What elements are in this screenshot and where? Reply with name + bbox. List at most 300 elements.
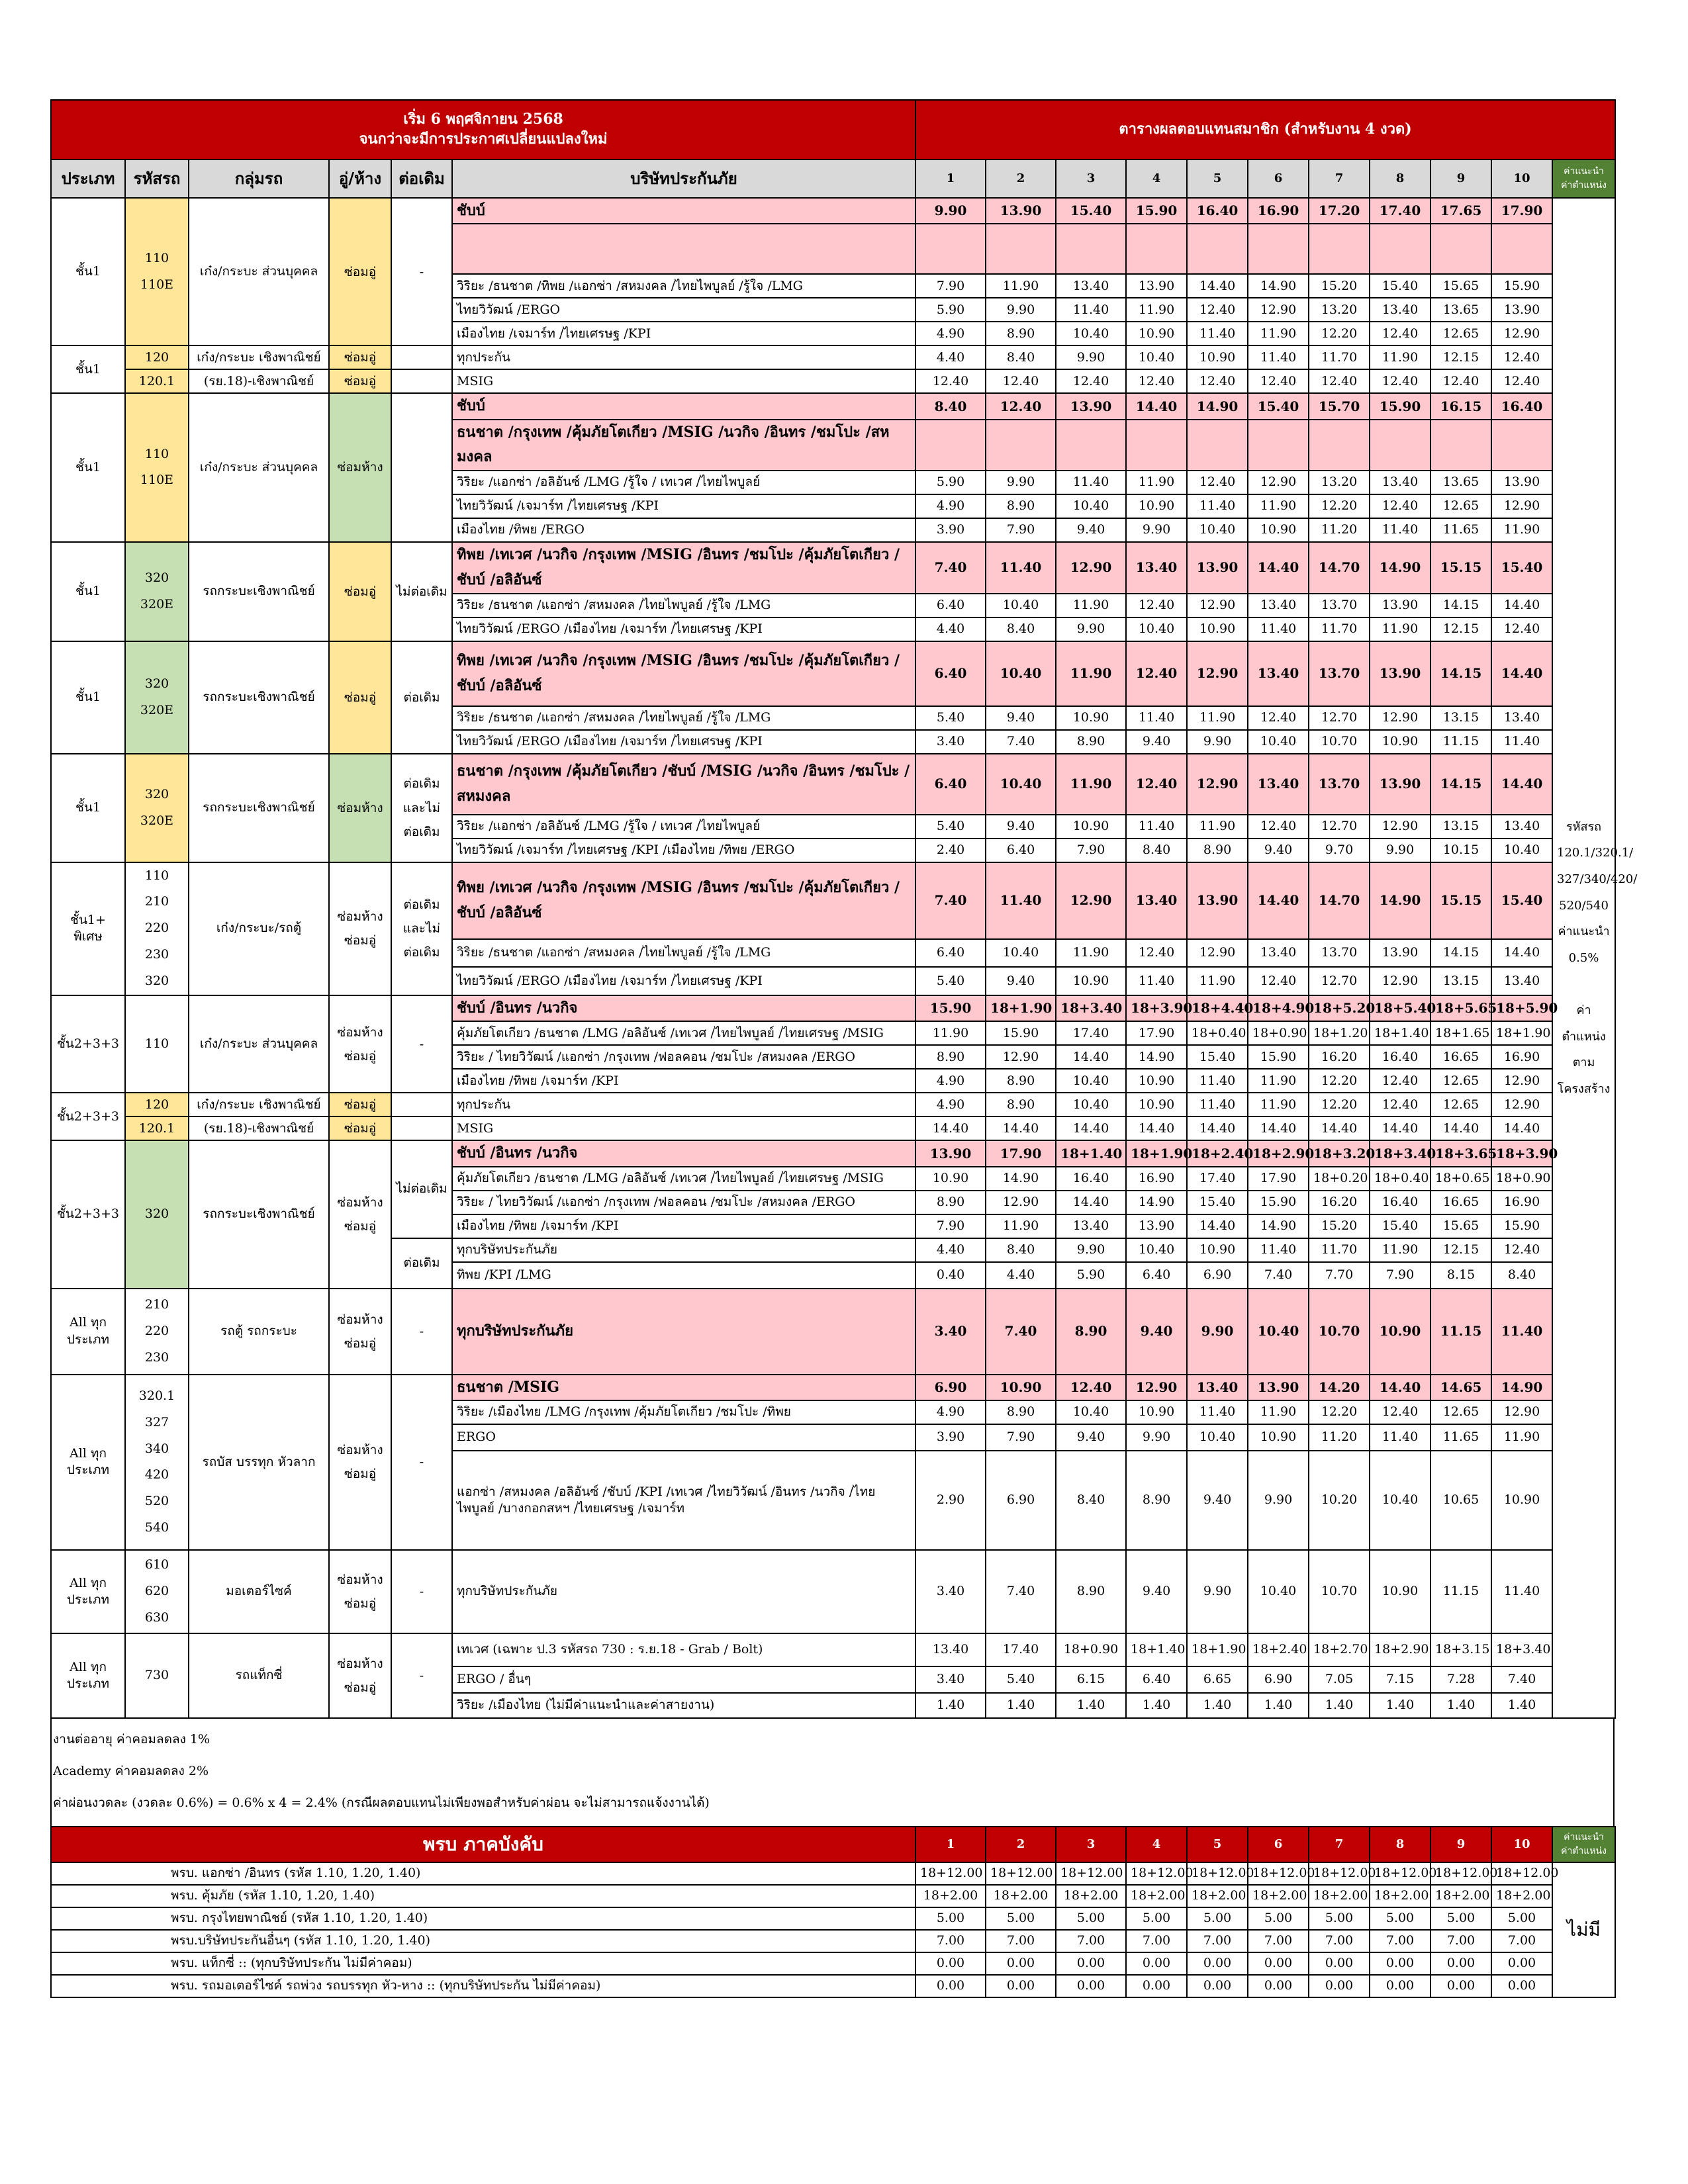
rate-value: 6.40 bbox=[1126, 1666, 1187, 1693]
rate-value: 12.40 bbox=[1187, 298, 1248, 322]
rate-value: 10.40 bbox=[1126, 617, 1187, 641]
rate-value: 18+2.90 bbox=[1370, 1633, 1430, 1666]
rate-value: 15.90 bbox=[986, 1021, 1056, 1045]
rate-value: 7.40 bbox=[915, 862, 986, 939]
vehicle-code: 320 320E bbox=[125, 754, 189, 862]
rate-value: 18+0.65 bbox=[1430, 1167, 1491, 1191]
rate-value: 11.40 bbox=[986, 542, 1056, 594]
rate-value: 10.90 bbox=[1126, 1400, 1187, 1424]
rate-value: 7.40 bbox=[915, 542, 986, 594]
rate-value: 9.90 bbox=[1187, 730, 1248, 754]
advice-header: ค่าแนะนำ ค่าตำแหน่ง bbox=[1552, 1827, 1615, 1862]
rate-value: 13.90 bbox=[986, 198, 1056, 224]
rate-value: 18+1.20 bbox=[1309, 1021, 1370, 1045]
insurer-list: ทุกบริษัทประกันภัย bbox=[452, 1550, 915, 1633]
rate-value: 7.40 bbox=[986, 730, 1056, 754]
rate-value: 14.40 bbox=[1491, 754, 1552, 815]
rate-value: 1.40 bbox=[1370, 1693, 1430, 1718]
compulsory-value: 18+12.00 bbox=[1248, 1862, 1309, 1885]
compulsory-value: 18+2.00 bbox=[1370, 1885, 1430, 1907]
rate-value: 18+2.40 bbox=[1248, 1633, 1309, 1666]
rate-value: 14.40 bbox=[1126, 1116, 1187, 1140]
compulsory-value: 7.00 bbox=[1430, 1930, 1491, 1952]
rate-value: 8.40 bbox=[986, 345, 1056, 369]
insurer-list: เทเวศ (เฉพาะ ป.3 รหัสรถ 730 : ร.ย.18 - Grab / Bolt) bbox=[452, 1633, 915, 1666]
compulsory-value: 0.00 bbox=[986, 1952, 1056, 1975]
rate-value: 12.90 bbox=[986, 1191, 1056, 1214]
rate-value: 12.90 bbox=[1187, 594, 1248, 617]
compulsory-value: 0.00 bbox=[1430, 1952, 1491, 1975]
renewal-type: - bbox=[391, 1289, 452, 1375]
rate-value: 3.40 bbox=[915, 1666, 986, 1693]
rate-value: 8.90 bbox=[1126, 1451, 1187, 1550]
rate-value: 12.40 bbox=[1187, 471, 1248, 494]
rate-value: 9.90 bbox=[1126, 1424, 1187, 1451]
coverage-type: ชั้น2+3+3 bbox=[51, 995, 125, 1093]
vehicle-group: เก๋ง/กระบะ/รถตู้ bbox=[189, 862, 329, 995]
rate-value: 9.40 bbox=[986, 706, 1056, 730]
rate-value bbox=[1309, 420, 1370, 471]
vehicle-group: เก๋ง/กระบะ ส่วนบุคคล bbox=[189, 995, 329, 1093]
rate-value bbox=[915, 224, 986, 274]
rate-value: 14.40 bbox=[1370, 1375, 1430, 1400]
rate-value: 10.90 bbox=[1056, 967, 1126, 995]
rate-value: 14.90 bbox=[1370, 862, 1430, 939]
rate-value: 11.70 bbox=[1309, 1238, 1370, 1262]
rate-value: 11.40 bbox=[1491, 1550, 1552, 1633]
rate-value: 10.40 bbox=[1056, 322, 1126, 345]
rate-value: 15.70 bbox=[1309, 393, 1370, 419]
rate-value: 17.40 bbox=[986, 1633, 1056, 1666]
rate-value: 12.40 bbox=[1056, 1375, 1126, 1400]
rate-value: 8.90 bbox=[1056, 1550, 1126, 1633]
rate-value: 18+3.40 bbox=[1491, 1633, 1552, 1666]
compulsory-header-row bbox=[51, 1827, 1615, 1862]
rate-value: 11.40 bbox=[1187, 1400, 1248, 1424]
insurer-list: ไทยวิวัฒน์ /ERGO /เมืองไทย /เจมาร์ท /ไทยเศรษฐ /KPI bbox=[452, 967, 915, 995]
rate-value: 12.40 bbox=[1126, 754, 1187, 815]
rate-value: 14.90 bbox=[1248, 1214, 1309, 1238]
rate-value: 4.40 bbox=[915, 617, 986, 641]
period-header: 6 bbox=[1248, 1827, 1309, 1862]
insurer-list: ชับบ์ /อินทร /นวกิจ bbox=[452, 995, 915, 1021]
rate-value: 14.15 bbox=[1430, 641, 1491, 706]
insurer-list: เมืองไทย /ทิพย /เจมาร์ท /KPI bbox=[452, 1069, 915, 1093]
insurer-list: วิริยะ /ธนชาต /แอกซ่า /สหมงคล /ไทยไพบูลย์ /รู้ใจ /LMG bbox=[452, 594, 915, 617]
rate-value: 12.40 bbox=[1491, 345, 1552, 369]
vehicle-group: มอเตอร์ไซค์ bbox=[189, 1550, 329, 1633]
no-commission-note: ไม่มี bbox=[1552, 1862, 1615, 1997]
rate-value: 5.90 bbox=[915, 471, 986, 494]
table-row bbox=[51, 393, 1615, 419]
rate-value: 13.40 bbox=[1056, 274, 1126, 298]
rate-value: 11.90 bbox=[1491, 1424, 1552, 1451]
insurer-list: MSIG bbox=[452, 1116, 915, 1140]
rate-value: 14.65 bbox=[1430, 1375, 1491, 1400]
garage-type: ซ่อมห้าง ซ่อมอู่ bbox=[329, 1633, 391, 1718]
insurer-list: ชับบ์ /อินทร /นวกิจ bbox=[452, 1140, 915, 1166]
rate-value: 8.40 bbox=[1056, 1451, 1126, 1550]
rate-value: 17.90 bbox=[1126, 1021, 1187, 1045]
rate-value: 10.90 bbox=[1370, 1289, 1430, 1375]
rate-value: 10.90 bbox=[986, 1375, 1056, 1400]
rate-value: 15.40 bbox=[1491, 542, 1552, 594]
compulsory-value: 0.00 bbox=[1491, 1975, 1552, 1997]
rate-value: 15.90 bbox=[1248, 1045, 1309, 1069]
rate-value: 8.40 bbox=[1126, 839, 1187, 862]
rate-value: 13.90 bbox=[1056, 393, 1126, 419]
table-row bbox=[51, 1550, 1615, 1633]
rate-value: 10.90 bbox=[1187, 345, 1248, 369]
rate-value: 11.40 bbox=[1491, 1289, 1552, 1375]
coverage-type: All ทุกประเภท bbox=[51, 1289, 125, 1375]
garage-type: ซ่อมห้าง bbox=[329, 393, 391, 541]
vehicle-code: 210 220 230 bbox=[125, 1289, 189, 1375]
rate-value: 13.40 bbox=[1187, 1375, 1248, 1400]
rate-value: 3.90 bbox=[915, 518, 986, 542]
coverage-type: ชั้น1 bbox=[51, 345, 125, 393]
rate-value: 10.40 bbox=[986, 939, 1056, 968]
insurer-list: แอกซ่า /สหมงคล /อลิอันซ์ /ชับบ์ /KPI /เทเวศ /ไทยวิวัฒน์ /อินทร /นวกิจ /ไทยไพบูลย์ /บางกอกสหฯ /ไทยเศรษฐ /เจมาร์ท bbox=[452, 1451, 915, 1550]
rate-value: 10.40 bbox=[986, 594, 1056, 617]
coverage-type: ชั้น1 bbox=[51, 641, 125, 754]
compulsory-row bbox=[51, 1930, 1615, 1952]
table-row bbox=[51, 1289, 1615, 1375]
rate-value: 12.40 bbox=[1491, 369, 1552, 393]
rate-value: 12.90 bbox=[1491, 322, 1552, 345]
rate-value: 14.40 bbox=[1491, 939, 1552, 968]
renewal-type: - bbox=[391, 1550, 452, 1633]
rate-value: 18+2.70 bbox=[1309, 1633, 1370, 1666]
rate-value: 11.90 bbox=[1187, 706, 1248, 730]
compulsory-value: 7.00 bbox=[986, 1930, 1056, 1952]
rate-value: 11.40 bbox=[1248, 1238, 1309, 1262]
vehicle-code: 320 bbox=[125, 1140, 189, 1288]
rate-value: 14.15 bbox=[1430, 754, 1491, 815]
compulsory-value: 0.00 bbox=[1430, 1975, 1491, 1997]
rate-value: 12.40 bbox=[1491, 617, 1552, 641]
vehicle-group: เก๋ง/กระบะ ส่วนบุคคล bbox=[189, 393, 329, 541]
rate-value: 15.90 bbox=[1126, 198, 1187, 224]
insurer-list: วิริยะ /ธนชาต /แอกซ่า /สหมงคล /ไทยไพบูลย์ /รู้ใจ /LMG bbox=[452, 706, 915, 730]
rate-value: 13.90 bbox=[1370, 754, 1430, 815]
rate-value: 11.70 bbox=[1309, 617, 1370, 641]
insurer-list: ทิพย /เทเวศ /นวกิจ /กรุงเทพ /MSIG /อินทร /ชมโปะ /คุ้มภัยโตเกียว /ชับบ์ /อลิอันซ์ bbox=[452, 641, 915, 706]
rate-value: 10.40 bbox=[986, 754, 1056, 815]
vehicle-group: เก๋ง/กระบะ ส่วนบุคคล bbox=[189, 198, 329, 345]
rate-value: 4.90 bbox=[915, 1069, 986, 1093]
vehicle-group: รถกระบะเชิงพาณิชย์ bbox=[189, 754, 329, 862]
rate-value: 6.40 bbox=[915, 641, 986, 706]
insurer-list: ไทยวิวัฒน์ /เจมาร์ท /ไทยเศรษฐ /KPI /เมืองไทย /ทิพย /ERGO bbox=[452, 839, 915, 862]
rate-value: 18+2.40 bbox=[1187, 1140, 1248, 1166]
rate-value: 16.40 bbox=[1370, 1045, 1430, 1069]
rate-value bbox=[1056, 420, 1126, 471]
rate-value: 12.90 bbox=[1491, 1069, 1552, 1093]
rate-value: 18+0.90 bbox=[1056, 1633, 1126, 1666]
rate-value: 12.90 bbox=[986, 1045, 1056, 1069]
vehicle-code: 320 320E bbox=[125, 641, 189, 754]
insurer-list: ชับบ์ bbox=[452, 198, 915, 224]
compulsory-value: 18+2.00 bbox=[1430, 1885, 1491, 1907]
rate-value: 6.90 bbox=[1187, 1262, 1248, 1289]
vehicle-group: รถกระบะเชิงพาณิชย์ bbox=[189, 1140, 329, 1288]
rate-value: 8.90 bbox=[915, 1191, 986, 1214]
rate-value: 18+3.90 bbox=[1491, 1140, 1552, 1166]
rate-value: 9.90 bbox=[986, 298, 1056, 322]
period-header: 5 bbox=[1187, 1827, 1248, 1862]
rate-value: 12.65 bbox=[1430, 1069, 1491, 1093]
rate-value: 13.90 bbox=[1491, 471, 1552, 494]
rate-value: 10.40 bbox=[1248, 730, 1309, 754]
period-header: 7 bbox=[1309, 159, 1370, 198]
rate-value: 8.40 bbox=[986, 1238, 1056, 1262]
rate-value: 7.15 bbox=[1370, 1666, 1430, 1693]
rate-value: 12.65 bbox=[1430, 1400, 1491, 1424]
rate-value: 14.40 bbox=[1248, 1116, 1309, 1140]
rate-value bbox=[1248, 224, 1309, 274]
rate-value: 16.20 bbox=[1309, 1045, 1370, 1069]
coverage-type: ชั้น2+3+3 bbox=[51, 1140, 125, 1288]
rate-value: 16.40 bbox=[1370, 1191, 1430, 1214]
insurer-list: ERGO / อื่นๆ bbox=[452, 1666, 915, 1693]
rate-value: 11.90 bbox=[1056, 754, 1126, 815]
rate-value: 11.90 bbox=[986, 1214, 1056, 1238]
rate-value: 12.40 bbox=[1126, 641, 1187, 706]
compulsory-value: 0.00 bbox=[1370, 1952, 1430, 1975]
renewal-type: ต่อเดิม และไม่ ต่อเดิม bbox=[391, 754, 452, 862]
period-header: 7 bbox=[1309, 1827, 1370, 1862]
insurer-list: ทุกบริษัทประกันภัย bbox=[452, 1289, 915, 1375]
rate-value: 11.90 bbox=[1248, 494, 1309, 518]
rate-value: 18+5.90 bbox=[1491, 995, 1552, 1021]
insurer-list: ไทยวิวัฒน์ /ERGO /เมืองไทย /เจมาร์ท /ไทยเศรษฐ /KPI bbox=[452, 730, 915, 754]
rate-value: 18+5.20 bbox=[1309, 995, 1370, 1021]
rate-value: 14.40 bbox=[1491, 641, 1552, 706]
rate-value: 13.40 bbox=[1248, 594, 1309, 617]
vehicle-code: 120 bbox=[125, 345, 189, 369]
rate-value: 18+3.90 bbox=[1126, 995, 1187, 1021]
compulsory-value: 18+12.00 bbox=[986, 1862, 1056, 1885]
rate-value: 18+1.90 bbox=[1491, 1021, 1552, 1045]
compulsory-row bbox=[51, 1975, 1615, 1997]
rate-value: 11.40 bbox=[1126, 815, 1187, 839]
rate-value: 1.40 bbox=[1187, 1693, 1248, 1718]
rate-value: 6.90 bbox=[1248, 1666, 1309, 1693]
rate-value: 12.65 bbox=[1430, 1093, 1491, 1116]
rate-value: 9.40 bbox=[1187, 1451, 1248, 1550]
vehicle-code: 120.1 bbox=[125, 1116, 189, 1140]
rate-value: 11.40 bbox=[1056, 298, 1126, 322]
rate-value: 4.40 bbox=[986, 1262, 1056, 1289]
rate-value: 16.40 bbox=[1056, 1167, 1126, 1191]
rate-value: 7.40 bbox=[986, 1289, 1056, 1375]
rate-value bbox=[1187, 420, 1248, 471]
rate-value: 9.40 bbox=[986, 967, 1056, 995]
rate-value: 12.65 bbox=[1430, 494, 1491, 518]
rate-value: 12.40 bbox=[1370, 1069, 1430, 1093]
rate-value bbox=[1056, 224, 1126, 274]
rate-value: 18+0.90 bbox=[1248, 1021, 1309, 1045]
compulsory-label: พรบ. กรุงไทยพาณิชย์ (รหัส 1.10, 1.20, 1.40) bbox=[51, 1907, 915, 1930]
rate-value: 6.90 bbox=[915, 1375, 986, 1400]
rate-value: 10.90 bbox=[1126, 322, 1187, 345]
rate-value: 14.40 bbox=[1187, 1116, 1248, 1140]
garage-type: ซ่อมอู่ bbox=[329, 369, 391, 393]
compulsory-value: 18+12.00 bbox=[1430, 1862, 1491, 1885]
rate-value: 17.90 bbox=[1248, 1167, 1309, 1191]
rate-value: 13.40 bbox=[1248, 641, 1309, 706]
rate-value: 17.40 bbox=[1187, 1167, 1248, 1191]
rate-value: 6.40 bbox=[915, 594, 986, 617]
compulsory-value: 5.00 bbox=[1309, 1907, 1370, 1930]
rate-value bbox=[1430, 420, 1491, 471]
rate-value: 18+1.40 bbox=[1126, 1633, 1187, 1666]
rate-value: 11.90 bbox=[1248, 322, 1309, 345]
compulsory-value: 18+12.00 bbox=[1370, 1862, 1430, 1885]
rate-value: 10.40 bbox=[1056, 1093, 1126, 1116]
rate-value: 6.40 bbox=[915, 754, 986, 815]
rate-value: 13.15 bbox=[1430, 706, 1491, 730]
rate-value: 15.90 bbox=[1370, 393, 1430, 419]
rate-value: 13.90 bbox=[1370, 939, 1430, 968]
rate-value: 12.90 bbox=[1370, 815, 1430, 839]
compulsory-value: 18+12.00 bbox=[1309, 1862, 1370, 1885]
rate-value: 14.90 bbox=[1370, 542, 1430, 594]
rate-value: 12.65 bbox=[1430, 322, 1491, 345]
vehicle-group: รถกระบะเชิงพาณิชย์ bbox=[189, 542, 329, 641]
rate-value: 15.40 bbox=[1248, 393, 1309, 419]
insurer-list: ชับบ์ bbox=[452, 393, 915, 419]
garage-type: ซ่อมห้าง ซ่อมอู่ bbox=[329, 862, 391, 995]
rate-value: 11.90 bbox=[1370, 345, 1430, 369]
rate-value: 7.90 bbox=[915, 274, 986, 298]
rate-value: 13.90 bbox=[1370, 641, 1430, 706]
compulsory-value: 5.00 bbox=[1187, 1907, 1248, 1930]
rate-value: 18+3.40 bbox=[1056, 995, 1126, 1021]
renewal-type bbox=[391, 345, 452, 369]
rate-value: 8.90 bbox=[915, 1045, 986, 1069]
rate-value: 18+3.40 bbox=[1370, 1140, 1430, 1166]
rate-value: 10.90 bbox=[1248, 1424, 1309, 1451]
table-row bbox=[51, 862, 1615, 939]
rate-value: 11.65 bbox=[1430, 1424, 1491, 1451]
compulsory-value: 0.00 bbox=[1491, 1952, 1552, 1975]
rate-value: 14.40 bbox=[1056, 1116, 1126, 1140]
rate-value: 15.40 bbox=[1056, 198, 1126, 224]
rate-value: 18+0.40 bbox=[1187, 1021, 1248, 1045]
rate-value: 11.20 bbox=[1309, 518, 1370, 542]
compulsory-row bbox=[51, 1952, 1615, 1975]
rate-value: 1.40 bbox=[1309, 1693, 1370, 1718]
rate-value: 9.40 bbox=[986, 815, 1056, 839]
compulsory-value: 0.00 bbox=[915, 1975, 986, 1997]
compulsory-value: 18+12.00 bbox=[915, 1862, 986, 1885]
period-header: 9 bbox=[1430, 159, 1491, 198]
compulsory-value: 0.00 bbox=[1248, 1952, 1309, 1975]
rate-value: 15.15 bbox=[1430, 542, 1491, 594]
renewal-type bbox=[391, 393, 452, 541]
rate-value: 12.40 bbox=[1248, 967, 1309, 995]
rate-value: 13.90 bbox=[1248, 1375, 1309, 1400]
rate-value: 14.90 bbox=[1187, 393, 1248, 419]
rate-value: 11.90 bbox=[1187, 815, 1248, 839]
rate-value: 7.90 bbox=[915, 1214, 986, 1238]
rate-value: 14.40 bbox=[1370, 1116, 1430, 1140]
compulsory-value: 0.00 bbox=[1187, 1975, 1248, 1997]
compulsory-value: 0.00 bbox=[986, 1975, 1056, 1997]
coverage-type: ชั้น1+ พิเศษ bbox=[51, 862, 125, 995]
rate-value: 5.40 bbox=[915, 967, 986, 995]
rate-value: 12.40 bbox=[1056, 369, 1126, 393]
rate-value: 2.90 bbox=[915, 1451, 986, 1550]
rate-value: 11.40 bbox=[986, 862, 1056, 939]
rate-value: 18+3.20 bbox=[1309, 1140, 1370, 1166]
rate-sheet bbox=[50, 99, 1638, 1998]
rate-value: 14.90 bbox=[1491, 1375, 1552, 1400]
vehicle-code: 110 110E bbox=[125, 393, 189, 541]
insurer-list: ทุกประกัน bbox=[452, 1093, 915, 1116]
rate-value: 6.90 bbox=[986, 1451, 1056, 1550]
rate-value: 9.40 bbox=[1126, 730, 1187, 754]
coverage-type: ชั้น1 bbox=[51, 754, 125, 862]
rate-value: 10.20 bbox=[1309, 1451, 1370, 1550]
rate-value: 10.70 bbox=[1309, 1289, 1370, 1375]
rate-value: 12.90 bbox=[1491, 494, 1552, 518]
compulsory-value: 5.00 bbox=[1491, 1907, 1552, 1930]
rate-value: 12.70 bbox=[1309, 815, 1370, 839]
rate-value: 16.90 bbox=[1126, 1167, 1187, 1191]
rate-value: 14.15 bbox=[1430, 939, 1491, 968]
rate-value: 18+1.40 bbox=[1370, 1021, 1430, 1045]
compulsory-label: พรบ. รถมอเตอร์ไซค์ รถพ่วง รถบรรทุก หัว-หาง :: (ทุกบริษัทประกัน ไม่มีค่าคอม) bbox=[51, 1975, 915, 1997]
rate-value: 8.15 bbox=[1430, 1262, 1491, 1289]
compulsory-value: 0.00 bbox=[1126, 1975, 1187, 1997]
table-row bbox=[51, 369, 1615, 393]
rate-value: 11.40 bbox=[1056, 471, 1126, 494]
rate-value: 13.65 bbox=[1430, 471, 1491, 494]
period-header: 8 bbox=[1370, 159, 1430, 198]
insurer-list: วิริยะ /เมืองไทย (ไม่มีค่าแนะนำและค่าสายงาน) bbox=[452, 1693, 915, 1718]
compulsory-value: 7.00 bbox=[1126, 1930, 1187, 1952]
compulsory-value: 18+12.00 bbox=[1056, 1862, 1126, 1885]
rate-value: 6.65 bbox=[1187, 1666, 1248, 1693]
rate-value: 11.40 bbox=[1126, 967, 1187, 995]
period-header: 4 bbox=[1126, 1827, 1187, 1862]
vehicle-group: (รย.18)-เชิงพาณิชย์ bbox=[189, 1116, 329, 1140]
rate-value: 6.40 bbox=[986, 839, 1056, 862]
rate-value: 8.90 bbox=[986, 1069, 1056, 1093]
rate-value: 3.40 bbox=[915, 730, 986, 754]
compulsory-value: 18+2.00 bbox=[1309, 1885, 1370, 1907]
rate-value: 12.20 bbox=[1309, 494, 1370, 518]
garage-type: ซ่อมอู่ bbox=[329, 345, 391, 369]
compulsory-value: 5.00 bbox=[915, 1907, 986, 1930]
rate-value: 14.90 bbox=[1126, 1191, 1187, 1214]
rate-value: 15.90 bbox=[1248, 1191, 1309, 1214]
vehicle-code: 120.1 bbox=[125, 369, 189, 393]
rate-value: 7.90 bbox=[1056, 839, 1126, 862]
rate-value: 9.90 bbox=[1056, 345, 1126, 369]
rate-value: 8.90 bbox=[986, 322, 1056, 345]
coverage-type: ชั้น1 bbox=[51, 198, 125, 345]
rate-value: 14.90 bbox=[986, 1167, 1056, 1191]
vehicle-group: รถแท็กซี่ bbox=[189, 1633, 329, 1718]
rate-value: 14.70 bbox=[1309, 862, 1370, 939]
rate-value: 11.40 bbox=[1491, 730, 1552, 754]
rate-value: 18+1.90 bbox=[1187, 1633, 1248, 1666]
rate-value bbox=[1491, 224, 1552, 274]
